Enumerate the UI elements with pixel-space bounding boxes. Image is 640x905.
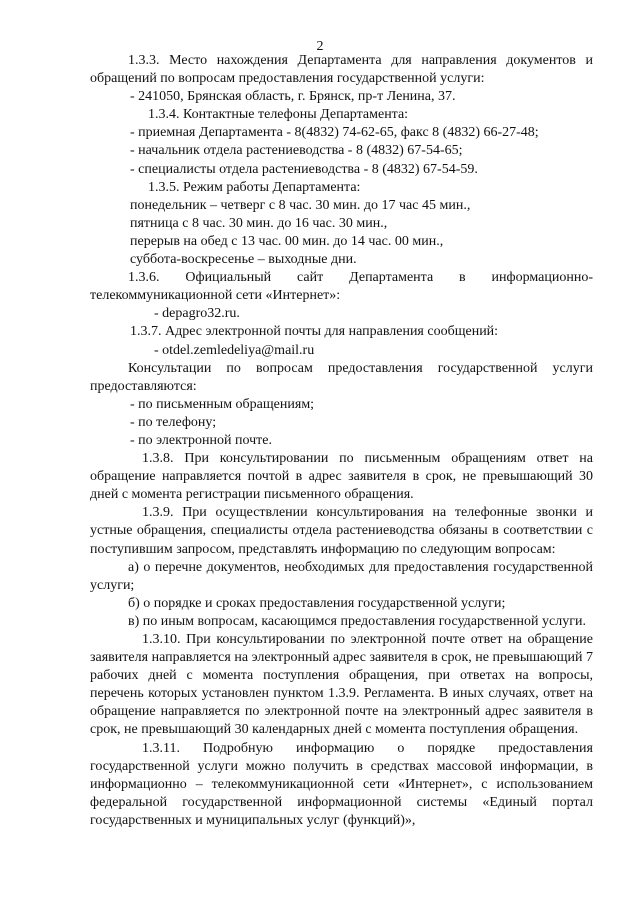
consult-item-email: - по электронной почте. [130,432,272,448]
schedule-weekend: суббота-воскресенье – выходные дни. [130,252,357,268]
paragraph-1-3-8: 1.3.8. При консультировании по письменным обращениям ответ на обращение направляется почтой в адрес заявителя в срок, не превышающий 30 дней с момента регистрации письменного обращения. [90,451,593,503]
email-item: - otdel.zemledeliya@mail.ru [154,342,315,358]
list-item-b: б) о порядке и сроках предоставления государственной услуги; [128,595,506,611]
paragraph-1-3-6: 1.3.6. Официальный сайт Департамента в информационно-телекоммуникационной сети «Интернет»: [90,270,593,304]
paragraph-1-3-7: 1.3.7. Адрес электронной почты для направления сообщений: [130,324,499,340]
consult-item-phone: - по телефону; [130,414,217,430]
document-body [90,52,593,830]
schedule-lunch: перерыв на обед с 13 час. 00 мин. до 14 час. 00 мин., [130,233,444,249]
list-item-c: в) по иным вопросам, касающимся предоставления государственной услуги. [128,613,586,629]
schedule-friday: пятница с 8 час. 30 мин. до 16 час. 30 мин., [130,215,388,231]
phone-item-reception: - приемная Департамента - 8(4832) 74-62-65, факс 8 (4832) 66-27-48; [130,125,539,141]
paragraph-consultations: Консультации по вопросам предоставления государственной услуги предоставляются: [90,360,593,394]
consult-item-letters: - по письменным обращениям; [130,396,315,412]
page-number: 2 [316,39,324,54]
paragraph-1-3-10: 1.3.10. При консультировании по электронной почте ответ на обращение заявителя направляется на электронный адрес заявителя в срок, не превышающий 7 рабочих дней с момента поступления обращения, при ответах на вопросы, перечень которых установлен пунктом 1.3.9. Регламента. В иных случаях, ответ на обращение направляется по электронной почте на электронный адрес заявителя в срок, не превышающий 30 календарных дней с момента поступления обращения. [90,632,593,738]
phone-item-specialists: - специалисты отдела растениеводства - 8 (4832) 67-54-59. [130,161,478,177]
paragraph-1-3-3: 1.3.3. Место нахождения Департамента для направления документов и обращений по вопросам предоставления государственной услуги: [90,53,593,87]
schedule-mon-thu: понедельник – четверг с 8 час. 30 мин. до 17 час 45 мин., [130,197,471,213]
website-item: - depagro32.ru. [154,306,240,322]
list-item-a: а) о перечне документов, необходимых для предоставления государственной услуги; [90,559,593,593]
phone-item-head: - начальник отдела растениеводства - 8 (4832) 67-54-65; [130,143,463,159]
paragraph-1-3-5: 1.3.5. Режим работы Департамента: [148,179,361,195]
paragraph-1-3-11: 1.3.11. Подробную информацию о порядке предоставления государственной услуги можно получить в средствах массовой информации, в информационно – телекоммуникационной сети «Интернет», с использованием федеральной государственной информационной системы «Единый портал государственных и муниципальных услуг (функций)», [90,740,593,828]
address-item: - 241050, Брянская область, г. Брянск, пр-т Ленина, 37. [130,89,456,105]
paragraph-1-3-9: 1.3.9. При осуществлении консультирования на телефонные звонки и устные обращения, специалисты отдела растениеводства обязаны в соответствии с поступившим запросом, представлять информацию по следующим вопросам: [90,505,593,557]
paragraph-1-3-4: 1.3.4. Контактные телефоны Департамента: [148,107,409,123]
